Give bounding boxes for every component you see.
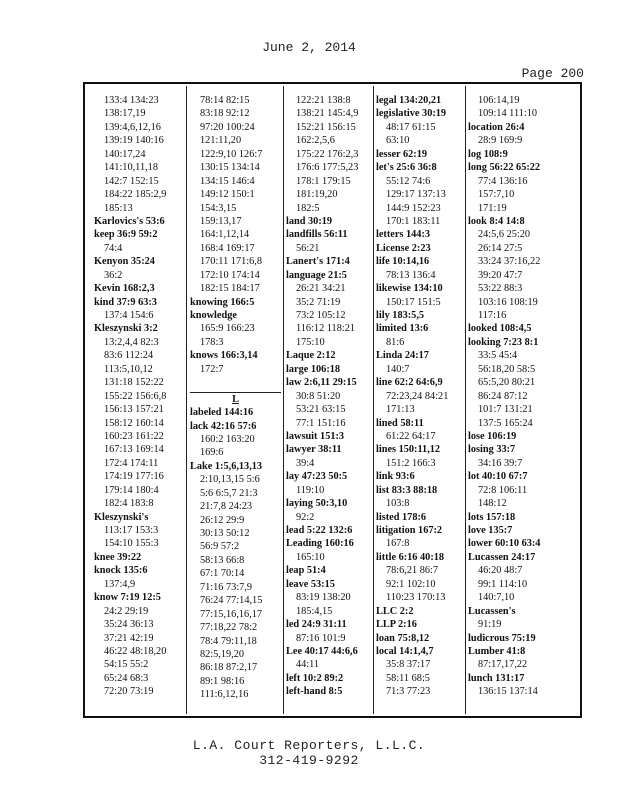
index-page-refs: 71:16 73:7,9 [200,581,253,593]
index-page-refs: 77:4 136:16 [478,175,528,187]
index-page-refs: 106:14,19 [478,95,520,106]
index-page-refs: 138:17,19 [104,108,146,120]
index-page-refs: 44:11 [296,659,320,671]
index-entry: lawsuit 151:3 [286,430,345,442]
index-page-refs: 165:10 [296,551,325,563]
index-page-refs: 24:2 29:19 [104,605,149,617]
index-entry: knee 39:22 [94,551,142,563]
index-page-refs: 63:10 [386,135,410,147]
footer-phone: 312-419-9292 [259,753,359,768]
index-entry: lines 150:11,12 [376,444,441,456]
index-page-refs: 165:9 166:23 [200,323,255,335]
column-divider [283,86,284,714]
index-entry: lead 5:22 132:6 [286,525,353,536]
index-page-refs: 46:22 48:18,20 [104,645,167,657]
index-entry: look 8:4 14:8 [468,215,525,227]
index-page-refs: 172:10 174:14 [200,269,260,281]
index-page-refs: 137:4 154:6 [104,310,154,321]
index-page-refs: 119:10 [296,484,325,496]
index-entry: law 2:6,11 29:15 [286,377,357,389]
index-page-refs: 99:1 114:10 [478,578,528,590]
index-page-refs: 21:7,8 24:23 [200,501,253,513]
index-page-refs: 86:24 87:12 [478,390,528,402]
index-entry: location 26:4 [468,121,525,133]
index-page-refs: 2:10,13,15 5:6 [200,474,260,486]
index-page-refs: 55:12 74:6 [386,175,431,187]
index-page-refs: 73:2 105:12 [296,310,346,321]
index-entry: listed 178:6 [376,511,427,523]
index-page-refs: 148:12 [478,498,507,510]
index-entry: legislative 30:19 [376,108,447,120]
index-entry: kind 37:9 63:3 [94,296,157,308]
index-entry: knock 135:6 [94,565,148,577]
index-page-refs: 117:16 [478,310,507,321]
index-page-refs: 179:14 180:4 [104,484,159,496]
index-page-refs: 56:18,20 58:5 [478,363,536,375]
index-page-refs: 158:12 160:14 [104,417,164,429]
index-page-refs: 130:15 134:14 [200,162,260,174]
index-page-refs: 116:12 118:21 [296,323,356,335]
index-page-refs: 131:18 152:22 [104,377,164,389]
index-page-refs: 56:9 57:2 [200,541,240,553]
index-page-refs: 151:2 166:3 [386,457,436,469]
index-entry: lawyer 38:11 [286,444,342,456]
index-page-refs: 33:24 37:16,22 [478,256,541,268]
index-page-refs: 168:4 169:17 [200,242,255,254]
transcript-date: June 2, 2014 [262,40,356,55]
index-page-refs: 171:19 [478,202,507,214]
index-page-refs: 26:14 27:5 [478,242,523,254]
index-page-refs: 185:4,15 [296,605,333,617]
section-letter: L [190,392,281,406]
index-page-refs: 53:21 63:15 [296,404,346,416]
index-entry: led 24:9 31:11 [286,619,347,631]
index-entry: Lumber 41:8 [468,645,526,657]
index-entry: lunch 131:17 [468,672,525,684]
index-entry: ludicrous 75:19 [468,632,536,644]
index-page-refs: 142:7 152:15 [104,175,159,187]
index-entry: leap 51:4 [286,565,326,577]
index-page-refs: 144:9 152:23 [386,202,441,214]
index-page-refs: 137:5 165:24 [478,417,533,429]
index-column-4 [376,94,463,699]
index-entry: Linda 24:17 [376,350,429,362]
index-page-refs: 160:23 161:22 [104,430,164,442]
index-page-refs: 56:21 [296,242,320,254]
index-entry: life 10:14,16 [376,256,430,268]
index-page-refs: 92:1 102:10 [386,578,436,590]
index-page-refs: 65:5,20 80:21 [478,377,536,389]
index-page-refs: 159:13,17 [200,215,242,227]
index-page-refs: 182:15 184:17 [200,283,260,295]
index-page-refs: 156:13 157:21 [104,404,164,416]
index-page-refs: 133:4 134:23 [104,95,159,106]
index-entry: labeled 144:16 [190,407,254,419]
index-page-refs: 172:4 174:11 [104,457,159,469]
index-page-refs: 77:18,22 78:2 [200,622,258,634]
index-entry: Kleszynski's [94,511,149,523]
index-page-refs: 74:4 [104,242,123,254]
index-page-refs: 170:1 183:11 [386,215,441,227]
index-page-refs: 178:3 [200,336,224,348]
index-page-refs: 46:20 48:7 [478,565,523,577]
index-page-refs: 67:1 70:14 [200,568,245,580]
index-entry: Lee 40:17 44:6,6 [286,645,358,657]
index-page-refs: 164:1,12,14 [200,229,250,241]
index-entry: keep 36:9 59:2 [94,229,158,241]
index-page-refs: 91:19 [478,619,502,631]
index-entry: lesser 62:19 [376,148,427,160]
index-page-refs: 169:6 [200,447,224,459]
index-entry: lily 183:5,5 [376,310,425,321]
index-page-refs: 122:21 138:8 [296,95,351,106]
index-page-refs: 122:9,10 126:7 [200,148,263,160]
index-page-refs: 101:7 131:21 [478,404,533,416]
index-page-refs: 72:20 73:19 [104,686,154,698]
index-entry: likewise 134:10 [376,283,443,295]
index-entry: lose 106:19 [468,430,517,442]
index-entry: looking 7:23 8:1 [468,336,539,348]
index-entry: let's 25:6 36:8 [376,162,437,174]
index-entry: land 30:19 [286,215,333,227]
index-page-refs: 30:8 51:20 [296,390,341,402]
index-entry: lots 157:18 [468,511,516,523]
index-page-refs: 137:4,9 [104,578,136,590]
index-page-refs: 39:20 47:7 [478,269,523,281]
index-page-refs: 82:5,19,20 [200,648,245,660]
index-page-refs: 71:3 77:23 [386,686,431,698]
index-page-refs: 78:14 82:15 [200,95,250,106]
index-page-refs: 83:18 92:12 [200,108,250,120]
index-page-refs: 111:6,12,16 [200,689,249,701]
index-entry: LLP 2:16 [376,619,417,631]
index-page-refs: 26:21 34:21 [296,283,346,295]
index-page-refs: 150:17 151:5 [386,296,441,308]
index-page-refs: 160:2 163:20 [200,433,255,445]
index-column-1 [94,94,184,699]
index-entry: Lake 1:5,6,13,13 [190,460,263,472]
index-page-refs: 154:10 155:3 [104,538,159,550]
index-entry: letters 144:3 [376,229,431,241]
index-page-refs: 30:13 50:12 [200,528,250,539]
index-entry: Lanert's 171:4 [286,256,350,268]
index-entry: Kleszynski 3:2 [94,323,158,335]
index-entry: line 62:2 64:6,9 [376,377,443,389]
index-entry: link 93:6 [376,471,415,483]
index-page-refs: 129:17 137:13 [386,189,446,201]
index-entry: looked 108:4,5 [468,323,532,335]
index-page-refs: 167:13 169:14 [104,444,164,456]
index-page-refs: 83:6 112:24 [104,350,154,362]
index-entry: know 7:19 12:5 [94,592,161,604]
index-page-refs: 182:5 [296,202,320,214]
index-page-refs: 182:4 183:8 [104,498,154,510]
index-page-refs: 77:1 151:16 [296,417,346,429]
index-entry: log 108:9 [468,148,508,160]
index-page-refs: 34:16 39:7 [478,457,523,469]
index-entry: limited 13:6 [376,323,429,335]
index-page-refs: 58:11 68:5 [386,672,430,684]
index-page-refs: 87:16 101:9 [296,632,346,644]
index-page-refs: 26:12 29:9 [200,514,245,526]
index-entry: Laque 2:12 [286,350,336,362]
index-entry: long 56:22 65:22 [468,162,541,174]
index-column-5 [468,94,578,699]
index-page-refs: 140:7 [386,363,410,375]
index-page-refs: 121:11,20 [200,135,242,147]
index-page-refs: 86:18 87:2,17 [200,662,258,674]
index-entry: love 135:7 [468,525,513,536]
index-page-refs: 103:16 108:19 [478,296,538,308]
index-page-refs: 54:15 55:2 [104,659,149,671]
index-page-refs: 78:13 136:4 [386,269,436,281]
index-page-refs: 65:24 68:3 [104,672,149,684]
index-page-refs: 157:7,10 [478,189,515,201]
index-table [83,82,582,718]
index-entry: lot 40:10 67:7 [468,471,528,483]
index-entry: left-hand 8:5 [286,686,343,698]
index-page-refs: 109:14 111:10 [478,108,538,120]
index-page-refs: 39:4 [296,457,315,469]
index-page-refs: 134:15 146:4 [200,175,255,187]
index-page-refs: 175:22 176:2,3 [296,148,359,160]
index-page-refs: 139:19 140:16 [104,135,164,147]
index-page-refs: 78:6,21 86:7 [386,565,439,577]
footer-company: L.A. Court Reporters, L.L.C. [192,738,426,753]
index-page-refs: 176:6 177:5,23 [296,162,359,174]
page-number: Page 200 [521,66,584,81]
index-entry: knowledge [190,310,237,321]
index-page-refs: 152:21 156:15 [296,121,356,133]
index-page-refs: 110:23 170:13 [386,592,446,604]
index-entry: License 2:23 [376,242,431,254]
index-entry: lack 42:16 57:6 [190,420,257,432]
index-page-refs: 89:1 98:16 [200,675,245,687]
index-entry: left 10:2 89:2 [286,672,344,684]
index-page-refs: 174:19 177:16 [104,471,164,483]
index-page-refs: 77:15,16,16,17 [200,608,263,620]
index-entry: Karlovics's 53:6 [94,215,165,227]
index-page-refs: 28:9 169:9 [478,135,523,147]
index-page-refs: 24:5,6 25:20 [478,229,531,241]
index-entry: LLC 2:2 [376,605,414,617]
index-page-refs: 13:2,4,4 82:3 [104,336,159,348]
index-entry: Kevin 168:2,3 [94,283,155,295]
index-entry: list 83:3 88:18 [376,484,438,496]
index-page-refs: 72:8 106:11 [478,484,528,496]
index-entry: Lucassen's [468,605,516,617]
index-page-refs: 178:1 179:15 [296,175,351,187]
index-page-refs: 181:19,20 [296,189,338,201]
index-entry: landfills 56:11 [286,229,348,241]
index-page-refs: 72:23,24 84:21 [386,390,449,402]
index-page-refs: 97:20 100:24 [200,121,255,133]
index-page-refs: 170:11 171:6,8 [200,256,262,268]
index-entry: losing 33:7 [468,444,516,456]
index-page-refs: 155:22 156:6,8 [104,390,167,402]
index-entry: litigation 167:2 [376,525,443,536]
index-column-2 [190,94,281,702]
index-page-refs: 33:5 45:4 [478,350,518,362]
column-divider [186,86,187,714]
index-entry: Leading 160:16 [286,538,354,550]
index-page-refs: 35:8 37:17 [386,659,431,671]
index-page-refs: 81:6 [386,336,405,348]
index-page-refs: 83:19 138:20 [296,592,351,604]
index-page-refs: 184:22 185:2,9 [104,189,167,201]
index-entry: knows 166:3,14 [190,350,258,362]
column-divider [373,86,374,714]
index-page-refs: 76:24 77:14,15 [200,595,263,607]
index-entry: large 106:18 [286,363,341,375]
index-page-refs: 138:21 145:4,9 [296,108,359,120]
index-page-refs: 58:13 66:8 [200,554,245,566]
index-entry: legal 134:20,21 [376,95,442,106]
index-page-refs: 141:10,11,18 [104,162,158,174]
index-page-refs [190,376,281,389]
column-divider [465,86,466,714]
index-page-refs: 87:17,17,22 [478,659,528,671]
index-page-refs: 154:3,15 [200,202,237,214]
index-entry: knowing 166:5 [190,296,255,308]
index-page-refs: 172:7 [200,363,224,375]
index-entry: laying 50:3,10 [286,498,348,510]
index-page-refs: 139:4,6,12,16 [104,121,161,133]
index-page-refs: 53:22 88:3 [478,283,523,295]
index-page-refs: 61:22 64:17 [386,430,436,442]
index-page-refs: 162:2,5,6 [296,135,335,147]
index-page-refs: 140:17,24 [104,148,146,160]
index-entry: Kenyon 35:24 [94,256,155,268]
index-entry: Lucassen 24:17 [468,551,536,563]
index-page-refs: 5:6 6:5,7 21:3 [200,487,258,499]
index-page-refs: 48:17 61:15 [386,121,436,133]
index-column-3 [286,94,371,699]
index-page-refs: 136:15 137:14 [478,686,538,698]
index-entry: lined 58:11 [376,417,424,429]
index-page-refs: 35:24 36:13 [104,619,154,631]
index-page-refs: 185:13 [104,202,133,214]
index-entry: lower 60:10 63:4 [468,538,541,550]
index-page-refs: 103:8 [386,498,410,510]
index-page-refs: 149:12 150:1 [200,189,255,201]
index-page-refs: 113:17 153:3 [104,525,159,536]
index-entry: local 14:1,4,7 [376,645,434,657]
index-entry: leave 53:15 [286,578,335,590]
index-entry: lay 47:23 50:5 [286,471,348,483]
index-page-refs: 113:5,10,12 [104,363,153,375]
index-page-refs: 140:7,10 [478,592,515,604]
index-entry: little 6:16 40:18 [376,551,445,563]
index-entry: language 21:5 [286,269,347,281]
index-page-refs: 36:2 [104,269,123,281]
index-page-refs: 92:2 [296,511,315,523]
index-page-refs: 167:8 [386,538,410,550]
index-page-refs: 171:13 [386,404,415,416]
index-page-refs: 78:4 79:11,18 [200,635,257,647]
index-entry: loan 75:8,12 [376,632,430,644]
index-page-refs: 35:2 71:19 [296,296,341,308]
index-page-refs: 37:21 42:19 [104,632,154,644]
index-page-refs: 175:10 [296,336,325,348]
